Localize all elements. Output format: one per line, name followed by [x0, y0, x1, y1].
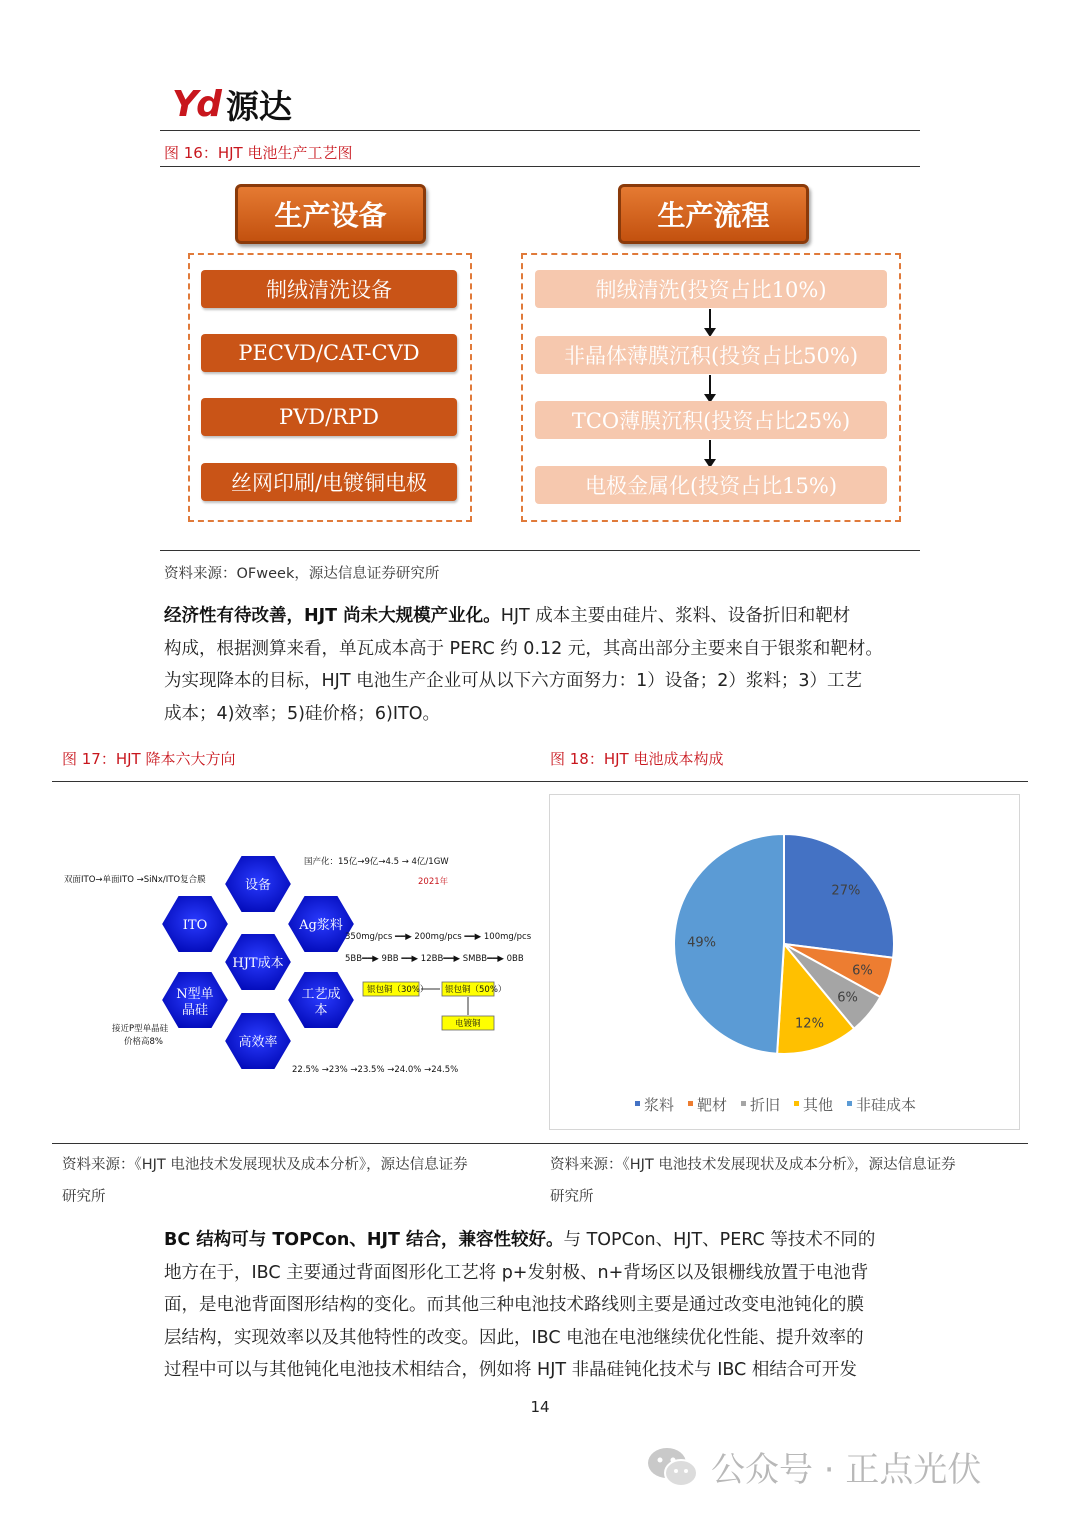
watermark — [645, 1442, 981, 1491]
logo-mark: Yd — [172, 83, 220, 125]
logo-text: 源达 — [225, 86, 292, 126]
hex-paste-label: Ag浆料 — [299, 918, 343, 933]
legend-item — [688, 1096, 727, 1114]
fig18-title: 图 18：HJT 电池成本构成 — [550, 750, 724, 768]
fig17-18-top-rule — [52, 781, 1028, 782]
fig17-source-line: 资料来源：《HJT 电池技术发展现状及成本分析》，源达信息证券 — [62, 1157, 468, 1173]
process-step: 非晶体薄膜沉积(投资占比50%) — [535, 336, 887, 374]
fig18-source-line: 资料来源：《HJT 电池技术发展现状及成本分析》，源达信息证券 — [550, 1157, 956, 1173]
hex-center-label: HJT成本 — [232, 956, 284, 971]
pie-chart — [550, 795, 1019, 1129]
legend-label: 其他 — [803, 1096, 834, 1114]
fig16-top-rule — [160, 166, 920, 167]
ann-wafer-1: 接近P型单晶硅 — [112, 1024, 169, 1034]
equipment-item: PECVD/CAT-CVD — [201, 334, 457, 372]
fig18-source-line: 研究所 — [550, 1189, 594, 1205]
para2-line: 过程中可以与其他钝化电池技术相结合，例如将 HJT 非晶硅钝化技术与 IBC 相结合可开发 — [164, 1360, 857, 1380]
fig18-chart-frame — [549, 794, 1020, 1130]
equipment-header: 生产设备 — [235, 184, 426, 244]
hex-wafer-label-1: N型单 — [176, 987, 214, 1002]
process-header: 生产流程 — [618, 184, 809, 244]
legend-label: 靶材 — [697, 1096, 728, 1114]
fig17-source-line: 研究所 — [62, 1189, 106, 1205]
para2-bold: BC 结构可与 TOPCon、HJT 结合，兼容性较好。 — [164, 1230, 564, 1250]
fig16-title: 图 16：HJT 电池生产工艺图 — [164, 144, 353, 162]
legend-swatch — [847, 1101, 852, 1106]
para2-line: 层结构，实现效率以及其他特性的改变。因此，IBC 电池在电池继续优化性能、提升效率的 — [164, 1327, 864, 1348]
pie-label: 49% — [687, 935, 716, 951]
para1-line: 为实现降本的目标，HJT 电池生产企业可从以下六方面努力：1）设备；2）浆料；3）工艺 — [164, 671, 862, 691]
fig17-diagram — [52, 790, 542, 1130]
ann-paste-2: 5BB━━▶ 9BB ━━▶ 12BB━━▶ SMBB━━▶ 0BB — [345, 954, 524, 964]
ann-efficiency: 22.5% →23% →23.5% →24.0% →24.5% — [292, 1065, 459, 1075]
ann-paste-1: 350mg/pcs ━━▶ 200mg/pcs ━━▶ 100mg/pcs — [345, 932, 532, 942]
ann-equipment: 国产化：15亿→9亿→4.5 → 4亿/1GW — [304, 857, 449, 867]
para2-line: 地方在于，IBC 主要通过背面图形化工艺将 p+发射极、n+背场区以及银栅线放置于电池背 — [164, 1262, 869, 1283]
fig17-title: 图 17：HJT 降本六大方向 — [62, 750, 236, 768]
ann-copper: 电镀铜 — [455, 1019, 481, 1029]
paragraph-hjt-economics — [164, 600, 920, 730]
ann-ito: 双面ITO→单面ITO →SiNx/ITO复合膜 — [64, 875, 206, 885]
hex-wafer-label-2: 晶硅 — [181, 1003, 209, 1018]
ann-silver-30: 银包铜（30%） — [367, 985, 429, 995]
watermark-text: 公众号 · 正点光伏 — [711, 1450, 982, 1490]
header-divider — [160, 130, 920, 131]
hex-efficiency-label: 高效率 — [238, 1035, 278, 1050]
hex-ito-label: ITO — [182, 918, 208, 933]
legend-item — [847, 1096, 916, 1114]
pie-label: 6% — [837, 990, 858, 1006]
legend-swatch — [688, 1101, 693, 1106]
legend-swatch — [635, 1101, 640, 1106]
legend-label: 浆料 — [644, 1096, 675, 1114]
equipment-item: 制绒清洗设备 — [201, 270, 457, 308]
hex-process-label-2: 本 — [314, 1003, 328, 1018]
ann-silver-50: 银包铜（50%） — [445, 985, 507, 995]
fig17-source — [62, 1149, 468, 1213]
process-step: TCO薄膜沉积(投资占比25%) — [535, 401, 887, 439]
legend-item — [794, 1096, 833, 1114]
process-arrow — [709, 375, 711, 401]
process-step: 电极金属化(投资占比15%) — [535, 466, 887, 504]
legend-label: 非硅成本 — [856, 1096, 917, 1114]
process-arrow — [709, 309, 711, 335]
paragraph-bc-structure — [164, 1224, 920, 1387]
fig18-source — [550, 1149, 956, 1213]
legend-item — [635, 1096, 674, 1114]
brand-logo — [172, 84, 292, 124]
ann-year: 2021年 — [418, 877, 449, 887]
para1-bold: 经济性有待改善，HJT 尚未大规模产业化。 — [164, 606, 501, 626]
hex-process-label-1: 工艺成 — [301, 987, 341, 1002]
fig16-bottom-rule — [160, 550, 920, 551]
pie-label: 27% — [831, 883, 861, 899]
equipment-item: 丝网印刷/电镀铜电极 — [201, 463, 457, 501]
fig16-source: 资料来源：OFweek，源达信息证券研究所 — [164, 566, 440, 582]
para2-line: 面，是电池背面图形结构的变化。而其他三种电池技术路线则主要是通过改变电池钝化的膜 — [164, 1295, 864, 1315]
fig17-18-bottom-rule — [52, 1143, 1028, 1144]
legend-item — [741, 1096, 780, 1114]
pie-label: 6% — [852, 963, 873, 979]
para1-line: HJT 成本主要由硅片、浆料、设备折旧和靶材 — [500, 606, 851, 626]
process-arrow — [709, 440, 711, 466]
equipment-item: PVD/RPD — [201, 398, 457, 436]
wechat-icon — [645, 1445, 701, 1489]
page-number: 14 — [530, 1398, 550, 1416]
para1-line: 成本；4)效率；5)硅价格；6)ITO。 — [164, 703, 441, 724]
para1-line: 构成，根据测算来看，单瓦成本高于 PERC 约 0.12 元，其高出部分主要来自于银浆和靶材。 — [164, 638, 883, 659]
ann-wafer-2: 价格高8% — [124, 1037, 163, 1047]
hex-equipment-label: 设备 — [244, 878, 272, 893]
para2-line: 与 TOPCon、HJT、PERC 等技术不同的 — [563, 1230, 876, 1250]
legend-label: 折旧 — [750, 1096, 781, 1114]
pie-label: 12% — [795, 1016, 824, 1032]
legend-swatch — [794, 1101, 799, 1106]
process-step: 制绒清洗(投资占比10%) — [535, 270, 887, 308]
legend-swatch — [741, 1101, 746, 1106]
